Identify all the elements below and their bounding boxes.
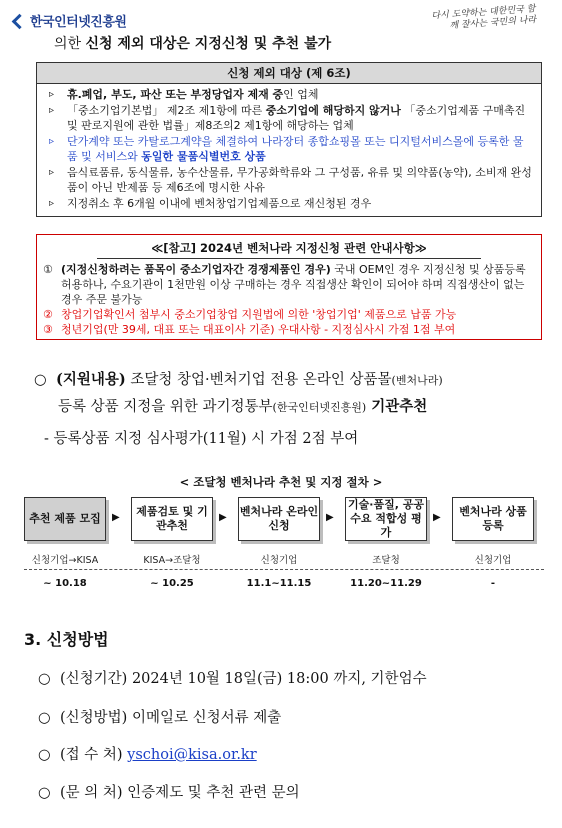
slogan: 다시 도약하는 대한민국 함께 잘사는 국민의 나라 <box>431 4 537 32</box>
step-owner: KISA→조달청 <box>143 555 201 566</box>
reference-title: ≪[참고] 2024년 벤처나라 지정신청 관련 안내사항≫ <box>97 237 481 259</box>
method-item: ○ (접 수 처) yschoi@kisa.or.kr <box>38 747 257 763</box>
circle-bullet-icon: ○ <box>38 785 51 801</box>
step-owner: 신청기업 <box>260 555 298 566</box>
step-box: 제품검토 및 기관추천 <box>131 497 213 541</box>
list-item: ▹ 음식료품류, 동식물류, 농수산물류, 무가공화학류와 그 구성품, 유류 및 의약품(농약), 소비재 완성품이 아닌 반제품 등 제6조에 명시한 사유 <box>49 165 533 195</box>
list-item: ▹ 지정취소 후 6개월 이내에 벤처창업기업제품으로 재신청된 경우 <box>49 196 533 211</box>
step-owner: 조달청 <box>372 555 400 566</box>
email-link[interactable]: yschoi@kisa.or.kr <box>127 747 257 763</box>
reference-box <box>36 234 542 340</box>
step-date: - <box>490 578 496 589</box>
method-item: ○ (신청기간) 2024년 10월 18일(금) 18:00 까지, 기한엄수 <box>38 671 427 687</box>
circle-bullet-icon: ○ <box>38 710 51 726</box>
step-date: ~ 10.25 <box>150 578 194 589</box>
method-item: ○ (신청방법) 이메일로 신청서류 제출 <box>38 710 282 726</box>
step-date: ~ 10.18 <box>43 578 87 589</box>
arrow-right-icon: ▶ <box>433 512 441 523</box>
exclusion-title: 신청 제외 대상 (제 6조) <box>37 63 541 84</box>
bonus-line: - 등록상품 지정 심사평가(11월) 시 가점 2점 부여 <box>44 431 359 447</box>
list-item: ② 창업기업확인서 첨부시 중소기업창업 지원법에 의한 '창업기업' 제품으로 납품 가능 <box>43 308 457 321</box>
step-box: 추천 제품 모집 <box>24 497 106 541</box>
intro-line: 의한 신청 제외 대상은 지정신청 및 추천 불가 <box>54 36 332 52</box>
list-item: ① (지정신청하려는 품목이 중소기업자간 경쟁제품인 경우) 국내 OEM인 경우 지정신청 및 상품등록 허용하나, 수요기관이 1천만원 이상 구매하는 경우 직접생산 확인이 되어야 하며 직접생산이 없는 경우 주문 불가능 <box>43 263 526 306</box>
circle-bullet-icon: ○ <box>38 747 51 763</box>
kisa-logo <box>14 11 126 30</box>
step-owner: 신청기업 <box>474 555 512 566</box>
circle-bullet-icon: ○ <box>38 671 51 687</box>
kisa-logo-icon <box>14 14 26 28</box>
step-date: 11.1~11.15 <box>246 578 312 589</box>
step-box: 벤처나라 온라인 신청 <box>238 497 320 541</box>
procedure-title: < 조달청 벤처나라 추천 및 지정 절차 > <box>179 475 383 489</box>
step-date: 11.20~11.29 <box>350 578 422 589</box>
exclusion-box <box>36 62 542 217</box>
step-box: 기술·품질, 공공수요 적합성 평가 <box>345 497 427 541</box>
method-item: ○ (문 의 처) 인증제도 및 추천 관련 문의 <box>38 785 300 801</box>
list-item: ③ 청년기업(만 39세, 대표 또는 대표이사 기준) 우대사항 - 지정심사시 가점 1점 부여 <box>43 323 456 336</box>
divider <box>24 569 544 570</box>
exclusion-list <box>37 84 541 216</box>
circle-bullet-icon: ○ <box>34 372 47 388</box>
logo-text: 한국인터넷진흥원 <box>30 15 127 30</box>
arrow-right-icon: ▶ <box>326 512 334 523</box>
list-item: ▹ 휴.폐업, 부도, 파산 또는 부정당업자 제재 중인 업체 <box>49 87 533 102</box>
section-heading: 3. 신청방법 <box>24 630 109 649</box>
step-box: 벤처나라 상품 등록 <box>452 497 534 541</box>
arrow-right-icon: ▶ <box>112 512 120 523</box>
support-section: ○ (지원내용) 조달청 창업·벤처기업 전용 온라인 상품몰(벤처나라) 등록 상품 지정을 위한 과기정통부(한국인터넷진흥원) 기관추천 <box>34 367 544 421</box>
list-item: ▹ 단가계약 또는 카탈로그계약을 체결하여 나라장터 종합쇼핑몰 또는 디지털서비스몰에 등록한 물품 및 서비스와 동일한 물품식별번호 상품 <box>49 134 533 164</box>
arrow-right-icon: ▶ <box>219 512 227 523</box>
reference-list <box>37 259 541 339</box>
list-item: ▹ 「중소기업기본법」 제2조 제1항에 따른 중소기업에 해당하지 않거나 「중소기업제품 구매촉진 및 판로지원에 관한 법률」제8조의2 제1항에 해당하는 업체 <box>49 103 533 133</box>
step-owner: 신청기업→KISA <box>31 555 99 566</box>
